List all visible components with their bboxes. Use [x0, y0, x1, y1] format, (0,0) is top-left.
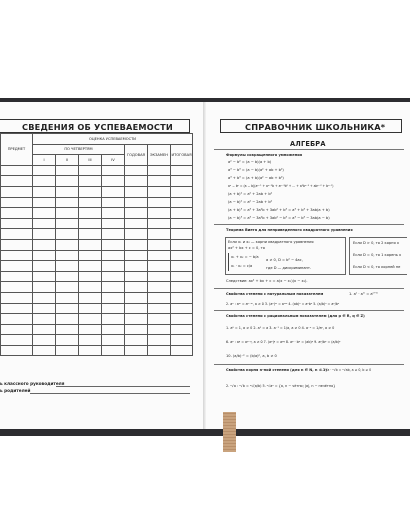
table-row: [1, 229, 193, 240]
formula-line: (a − b)² = a² − 2ab + b²: [228, 200, 273, 204]
grade-cell[interactable]: [102, 197, 125, 208]
grade-cell[interactable]: [102, 345, 125, 356]
teacher-signature-label: ь классного руководителя: [0, 381, 65, 386]
root-rule: 1. ⁿ√a · ⁿ√b = ⁿ√ab, a ≥ 0, b ≥ 0: [320, 368, 372, 372]
quarter-header: III: [79, 155, 102, 166]
subject-cell[interactable]: [1, 324, 33, 335]
table-row: [1, 324, 193, 335]
grade-cell[interactable]: [79, 229, 102, 240]
grade-cell[interactable]: [56, 292, 79, 303]
grade-cell[interactable]: [148, 335, 171, 346]
grade-cell[interactable]: [33, 176, 56, 187]
grade-cell[interactable]: [171, 271, 193, 282]
grades-table: [0, 133, 193, 356]
section-algebra: АЛГЕБРА: [290, 140, 326, 148]
quarter-header: IV: [102, 155, 125, 166]
table-row: [1, 303, 193, 314]
vieta-line: ax² + bx + c = 0, то: [228, 246, 265, 250]
grade-cell[interactable]: [125, 218, 148, 229]
subject-cell[interactable]: [1, 229, 33, 240]
grade-cell[interactable]: [79, 208, 102, 219]
grade-cell[interactable]: [171, 197, 193, 208]
grade-cell[interactable]: [33, 186, 56, 197]
grade-cell[interactable]: [102, 261, 125, 272]
grade-cell[interactable]: [171, 165, 193, 176]
formulas-title: Формулы сокращенного умножения: [226, 153, 303, 157]
grade-cell[interactable]: [33, 345, 56, 356]
grade-cell[interactable]: [33, 218, 56, 229]
grade-cell[interactable]: [148, 197, 171, 208]
subject-cell[interactable]: [1, 282, 33, 293]
grade-cell[interactable]: [125, 239, 148, 250]
grade-cell[interactable]: [56, 303, 79, 314]
grade-cell[interactable]: [125, 250, 148, 261]
grade-cell[interactable]: [79, 314, 102, 325]
grade-cell[interactable]: [79, 271, 102, 282]
grade-cell[interactable]: [148, 208, 171, 219]
formula-line: a² − b² = (a − b)(a + b): [228, 160, 272, 164]
subject-cell[interactable]: [1, 197, 33, 208]
grade-cell[interactable]: [171, 186, 193, 197]
grade-cell[interactable]: [102, 303, 125, 314]
subject-cell[interactable]: [1, 176, 33, 187]
subject-cell[interactable]: [1, 303, 33, 314]
grade-cell[interactable]: [102, 292, 125, 303]
subject-cell[interactable]: [1, 186, 33, 197]
subject-cell[interactable]: [1, 239, 33, 250]
grade-cell[interactable]: [102, 324, 125, 335]
grade-cell[interactable]: [79, 292, 102, 303]
table-row: [1, 239, 193, 250]
formula-line: aⁿ − bⁿ = (a − b)(aⁿ⁻¹ + aⁿ⁻²b + aⁿ⁻³b² + ... + a²bⁿ⁻³ + abⁿ⁻² + bⁿ⁻¹): [228, 184, 334, 188]
grade-cell[interactable]: [56, 229, 79, 240]
grade-cell[interactable]: [33, 303, 56, 314]
formula-line: (a + b)³ = a³ + 3a²b + 3ab² + b³ = a³ + b³ + 3ab(a + b): [228, 208, 330, 212]
grade-cell[interactable]: [102, 282, 125, 293]
vieta-sum: x₁ + x₂ = − b/a: [231, 255, 259, 259]
grade-cell[interactable]: [125, 229, 148, 240]
formula-line: (a − b)³ = a³ − 3a²b + 3ab² − b³ = a³ − b³ − 3ab(a − b): [228, 216, 330, 220]
grade-cell[interactable]: [148, 165, 171, 176]
grade-cell[interactable]: [33, 271, 56, 282]
grade-cell[interactable]: [171, 250, 193, 261]
table-row: [1, 165, 193, 176]
grades-header: ОЦЕНКА УСПЕВАЕМОСТИ: [33, 134, 193, 145]
grade-cell[interactable]: [171, 324, 193, 335]
grade-cell[interactable]: [148, 303, 171, 314]
grade-cell[interactable]: [125, 271, 148, 282]
grade-cell[interactable]: [79, 345, 102, 356]
grade-cell[interactable]: [171, 208, 193, 219]
right-page-title: СПРАВОЧНИК ШКОЛЬНИКА*: [245, 122, 386, 132]
grade-cell[interactable]: [171, 261, 193, 272]
parents-signature-line[interactable]: [30, 393, 190, 394]
grade-cell[interactable]: [125, 282, 148, 293]
grade-cell[interactable]: [33, 292, 56, 303]
annual-header: ГОДОВАЯ: [125, 144, 148, 165]
quarter-header: II: [56, 155, 79, 166]
natural-power-rule: 1. aⁿ · aᵐ = aⁿ⁺ᵐ: [349, 292, 379, 296]
rational-power-rule: 1. a⁰ = 1, a ≠ 0 2. a¹ = a 3. a⁻¹ = 1/a, a ≠ 0 4. a⁻ⁿ = 1/aⁿ, a ≠ 0: [226, 326, 335, 330]
grade-cell[interactable]: [79, 324, 102, 335]
subject-cell[interactable]: [1, 165, 33, 176]
grade-cell[interactable]: [33, 229, 56, 240]
grade-cell[interactable]: [102, 335, 125, 346]
grade-cell[interactable]: [79, 239, 102, 250]
table-row: [1, 208, 193, 219]
divider: [214, 224, 404, 225]
table-row: [1, 218, 193, 229]
grade-cell[interactable]: [79, 176, 102, 187]
grade-cell[interactable]: [33, 208, 56, 219]
grade-cell[interactable]: [148, 218, 171, 229]
grade-cell[interactable]: [171, 314, 193, 325]
grade-cell[interactable]: [79, 282, 102, 293]
grade-cell[interactable]: [148, 261, 171, 272]
grade-cell[interactable]: [79, 186, 102, 197]
subject-header: ПРЕДМЕТ: [1, 134, 33, 166]
root-title: Свойства корня n-ной степени (для n ∈ N, n > 1): [226, 368, 328, 372]
grade-cell[interactable]: [56, 324, 79, 335]
grade-cell[interactable]: [56, 282, 79, 293]
grade-cell[interactable]: [56, 218, 79, 229]
formula-line: a³ − b³ = (a − b)(a² + ab + b²): [228, 168, 284, 172]
grade-cell[interactable]: [171, 335, 193, 346]
grade-cell[interactable]: [102, 314, 125, 325]
table-row: [1, 186, 193, 197]
subject-cell[interactable]: [1, 218, 33, 229]
grade-cell[interactable]: [79, 335, 102, 346]
grade-cell[interactable]: [33, 197, 56, 208]
grade-cell[interactable]: [33, 261, 56, 272]
grade-cell[interactable]: [125, 176, 148, 187]
grade-cell[interactable]: [125, 324, 148, 335]
table-row: [1, 314, 193, 325]
grade-cell[interactable]: [56, 250, 79, 261]
grade-cell[interactable]: [148, 250, 171, 261]
grade-cell[interactable]: [125, 197, 148, 208]
grade-cell[interactable]: [79, 303, 102, 314]
formula-line: a³ + b³ = (a + b)(a² − ab + b²): [228, 176, 284, 180]
grade-cell[interactable]: [33, 324, 56, 335]
left-page: [0, 102, 205, 429]
grade-cell[interactable]: [102, 176, 125, 187]
divider: [214, 310, 404, 311]
table-row: [1, 261, 193, 272]
divider: [214, 364, 404, 365]
grade-cell[interactable]: [102, 229, 125, 240]
grade-cell[interactable]: [125, 345, 148, 356]
quarters-header: ПО ЧЕТВЕРТЯМ: [33, 144, 125, 155]
vieta-condition: a ≠ 0, D = b² − 4ac,: [266, 258, 303, 262]
grade-cell[interactable]: [171, 239, 193, 250]
rational-power-rule: 10. (a/b)⁻ᵖ = (b/a)ᵖ, a, b ≠ 0: [226, 354, 277, 358]
vieta-line: Если x₁ и x₂ — корни квадратного уравнения: [228, 240, 314, 244]
grade-cell[interactable]: [33, 250, 56, 261]
table-row: [1, 176, 193, 187]
grade-cell[interactable]: [148, 314, 171, 325]
grade-cell[interactable]: [79, 218, 102, 229]
discriminant-case: Если D = 0, то 1 корень x: [353, 253, 402, 257]
vieta-title: Теорема Виета для неприведенного квадратного уравнения: [226, 228, 353, 232]
grade-cell[interactable]: [56, 197, 79, 208]
section-divider: [214, 149, 404, 150]
grade-cell[interactable]: [148, 345, 171, 356]
table-row: [1, 282, 193, 293]
subject-cell[interactable]: [1, 261, 33, 272]
vieta-discriminant: где D — дискриминант.: [266, 266, 312, 270]
grade-cell[interactable]: [102, 250, 125, 261]
subject-cell[interactable]: [1, 208, 33, 219]
grade-cell[interactable]: [148, 324, 171, 335]
grade-cell[interactable]: [56, 261, 79, 272]
grade-cell[interactable]: [148, 186, 171, 197]
vieta-product: x₁ · x₂ = c/a: [231, 264, 253, 268]
rational-power-rule: 6. aᵖ : aᵍ = aᵖ⁻ᵍ, a ≠ 0 7. (aᵖ)ᵍ = aᵖᵍ 8. aᵖ · bᵖ = (ab)ᵖ 9. aᵖ/bᵖ = (a/b)ᵖ: [226, 340, 341, 344]
rational-power-title: Свойства степени с рациональным показателем (для p ∈ R, q ∈ Z): [226, 314, 365, 318]
grade-cell[interactable]: [56, 239, 79, 250]
grade-cell[interactable]: [56, 335, 79, 346]
grade-cell[interactable]: [102, 165, 125, 176]
grade-cell[interactable]: [125, 335, 148, 346]
grade-cell[interactable]: [148, 239, 171, 250]
subject-cell[interactable]: [1, 271, 33, 282]
grade-cell[interactable]: [102, 208, 125, 219]
grade-cell[interactable]: [125, 303, 148, 314]
grade-cell[interactable]: [33, 335, 56, 346]
grade-cell[interactable]: [148, 282, 171, 293]
table-row: [1, 335, 193, 346]
grade-cell[interactable]: [125, 208, 148, 219]
grade-cell[interactable]: [171, 292, 193, 303]
grade-cell[interactable]: [102, 239, 125, 250]
grade-cell[interactable]: [33, 165, 56, 176]
formula-line: (a + b)² = a² + 2ab + b²: [228, 192, 273, 196]
subject-cell[interactable]: [1, 335, 33, 346]
grade-cell[interactable]: [79, 165, 102, 176]
bookmark-ribbon: [223, 412, 236, 452]
grade-cell[interactable]: [33, 239, 56, 250]
grade-cell[interactable]: [56, 271, 79, 282]
grade-cell[interactable]: [56, 345, 79, 356]
natural-power-rules: 2. aⁿ : aᵐ = aⁿ⁻ᵐ, a ≠ 0 3. (aⁿ)ᵐ = aⁿᵐ 4. (ab)ⁿ = aⁿbⁿ 5. (a/b)ⁿ = aⁿ/bⁿ: [226, 302, 340, 306]
grade-cell[interactable]: [56, 208, 79, 219]
grade-cell[interactable]: [171, 176, 193, 187]
grade-cell[interactable]: [148, 271, 171, 282]
table-row: [1, 197, 193, 208]
grade-cell[interactable]: [33, 282, 56, 293]
grade-cell[interactable]: [79, 261, 102, 272]
discriminant-case: Если D < 0, то корней не: [353, 265, 401, 269]
grade-cell[interactable]: [56, 176, 79, 187]
final-header: ИТОГОВАЯ: [171, 144, 193, 165]
table-row: [1, 292, 193, 303]
grade-cell[interactable]: [148, 292, 171, 303]
parents-signature-label: ь родителей: [0, 388, 31, 393]
grade-cell[interactable]: [56, 165, 79, 176]
teacher-signature-line[interactable]: [56, 386, 190, 387]
grade-cell[interactable]: [125, 261, 148, 272]
exam-header: ЭКЗАМЕН: [148, 144, 171, 165]
grade-cell[interactable]: [171, 303, 193, 314]
grade-cell[interactable]: [56, 314, 79, 325]
subject-cell[interactable]: [1, 292, 33, 303]
grade-cell[interactable]: [148, 176, 171, 187]
discriminant-case: Если D > 0, то 2 корня x: [353, 241, 399, 245]
grade-cell[interactable]: [102, 186, 125, 197]
subject-cell[interactable]: [1, 345, 33, 356]
grade-cell[interactable]: [125, 292, 148, 303]
grade-cell[interactable]: [33, 314, 56, 325]
left-page-title: СВЕДЕНИЯ ОБ УСПЕВАЕМОСТИ: [22, 122, 173, 132]
grade-cell[interactable]: [125, 186, 148, 197]
subject-cell[interactable]: [1, 250, 33, 261]
quarter-header: I: [33, 155, 56, 166]
root-rule: 2. ⁿ√a : ⁿ√b = ⁿ√(a/b) 5. ⁿ√aⁿ = {a, n − чётно; |a|, n − нечётно}: [226, 384, 336, 388]
grade-cell[interactable]: [102, 271, 125, 282]
grade-cell[interactable]: [56, 186, 79, 197]
natural-power-title: Свойства степени с натуральным показателем: [226, 292, 324, 296]
grade-cell[interactable]: [125, 314, 148, 325]
grade-cell[interactable]: [125, 165, 148, 176]
subject-cell[interactable]: [1, 314, 33, 325]
grade-cell[interactable]: [171, 229, 193, 240]
grade-cell[interactable]: [171, 282, 193, 293]
table-row: [1, 271, 193, 282]
grade-cell[interactable]: [171, 218, 193, 229]
divider: [214, 288, 404, 289]
table-row: [1, 250, 193, 261]
grade-cell[interactable]: [171, 345, 193, 356]
vieta-corollary: Следствие: ax² + bx + c = a(x − x₁)(x − x₂).: [226, 279, 308, 283]
grade-cell[interactable]: [102, 218, 125, 229]
table-row: [1, 345, 193, 356]
grade-cell[interactable]: [79, 250, 102, 261]
grade-cell[interactable]: [148, 229, 171, 240]
grade-cell[interactable]: [79, 197, 102, 208]
